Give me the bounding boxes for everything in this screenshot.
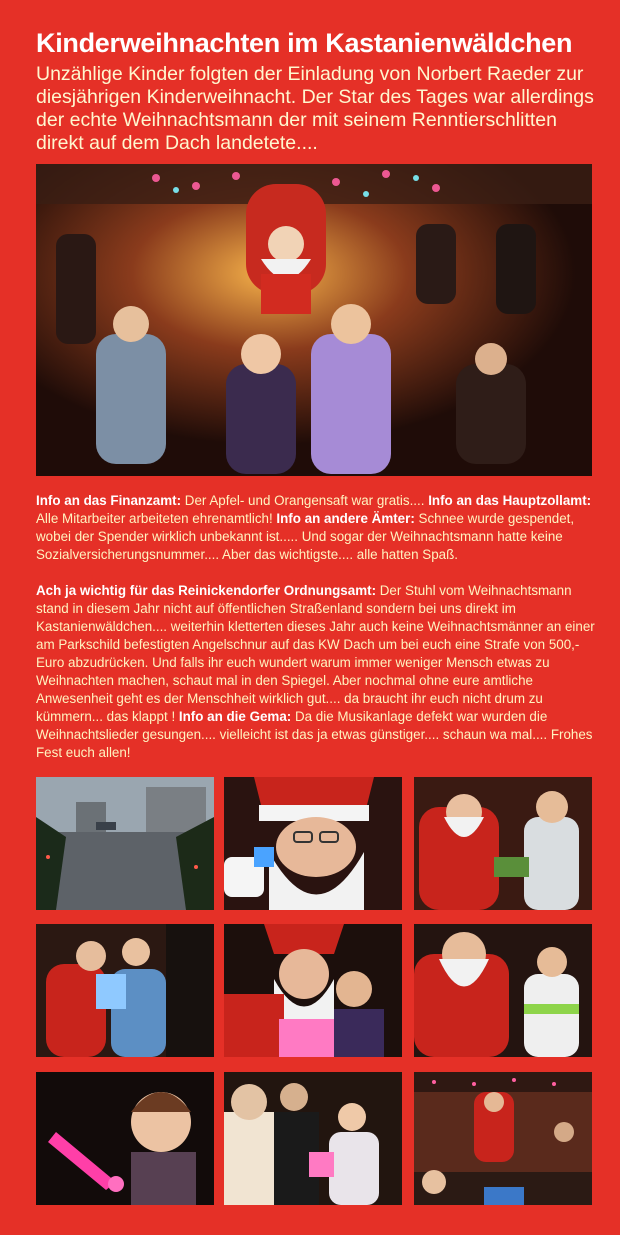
label-andere-aemter: Info an andere Ämter:	[276, 511, 415, 526]
thumb-santa-boy-gift	[414, 777, 592, 910]
label-finanzamt: Info an das Finanzamt:	[36, 493, 182, 508]
text-andere-aemter: Schnee wurde gespendet, wobei der Spender wirklich unbekannt ist..... Und sogar der Weihnachtsmann hatte keine Sozialversicherungsnummer.... Aber das wichtigste.... alle hatten Spaß.	[36, 511, 575, 562]
thumb-girl-pink-toy	[36, 1072, 214, 1205]
thumb-santa-closeup	[224, 777, 402, 910]
thumb-santa-boy-standing	[414, 924, 592, 1057]
thumb-party-room	[414, 1072, 592, 1205]
intro-text: Unzählige Kinder folgten der Einladung von Norbert Raeder zur diesjährigen Kinderweihnacht. Der Star des Tages war allerdings der echte Weihnachtsmann der mit seinem Renntierschlitten direkt auf dem Dach landetete....	[36, 63, 594, 154]
paragraph-ordnungsamt	[36, 582, 598, 762]
thumb-santa-girl-present	[224, 924, 402, 1057]
text-gema: Da die Musikanlage defekt war wurden die Weihnachtslieder gesungen.... vielleicht ist das ja etwas günstiger.... schaun wa mal.... Frohes Fest euch allen!	[36, 709, 593, 760]
label-ordnungsamt: Ach ja wichtig für das Reinickendorfer Ordnungsamt:	[36, 583, 377, 598]
text-hauptzollamt: Alle Mitarbeiter arbeiteten ehrenamtlich!	[36, 511, 277, 526]
label-hauptzollamt: Info an das Hauptzollamt:	[428, 493, 592, 508]
thumb-women-children	[224, 1072, 402, 1205]
text-ordnungsamt: Der Stuhl vom Weihnachtsmann stand in diesem Jahr nicht auf öffentlichen Straßenland sondern bei uns direkt im Kastanienwäldchen.... weiterhin kletterten dieses Jahr auch keine Weihnachtsmänner an einer am Parkschild befestigten Angelschnur auf das KW Dach um bei euch eine Strafe von 500,-Euro abzudrücken. Und falls ihr euch wundert warum immer weniger Mensch etwas zu Weihnachten machen, schaut mal in den Spiegel. Aber nochmal ohne eure amtliche Anwesenheit geht es der Menschheit wirklich gut.... da braucht ihr euch nicht drum zu kümmern... das klappt !	[36, 583, 595, 724]
thumb-street-snow	[36, 777, 214, 910]
paragraph-info-aemter	[36, 492, 598, 564]
text-finanzamt: Der Apfel- und Orangensaft war gratis....	[181, 493, 429, 508]
article-body	[36, 492, 598, 780]
label-gema: Info an die Gema:	[178, 709, 292, 724]
page-title: Kinderweihnachten im Kastanienwäldchen	[36, 28, 573, 58]
thumb-santa-boy-reading	[36, 924, 214, 1057]
main-photo-christmas-party	[36, 164, 592, 476]
